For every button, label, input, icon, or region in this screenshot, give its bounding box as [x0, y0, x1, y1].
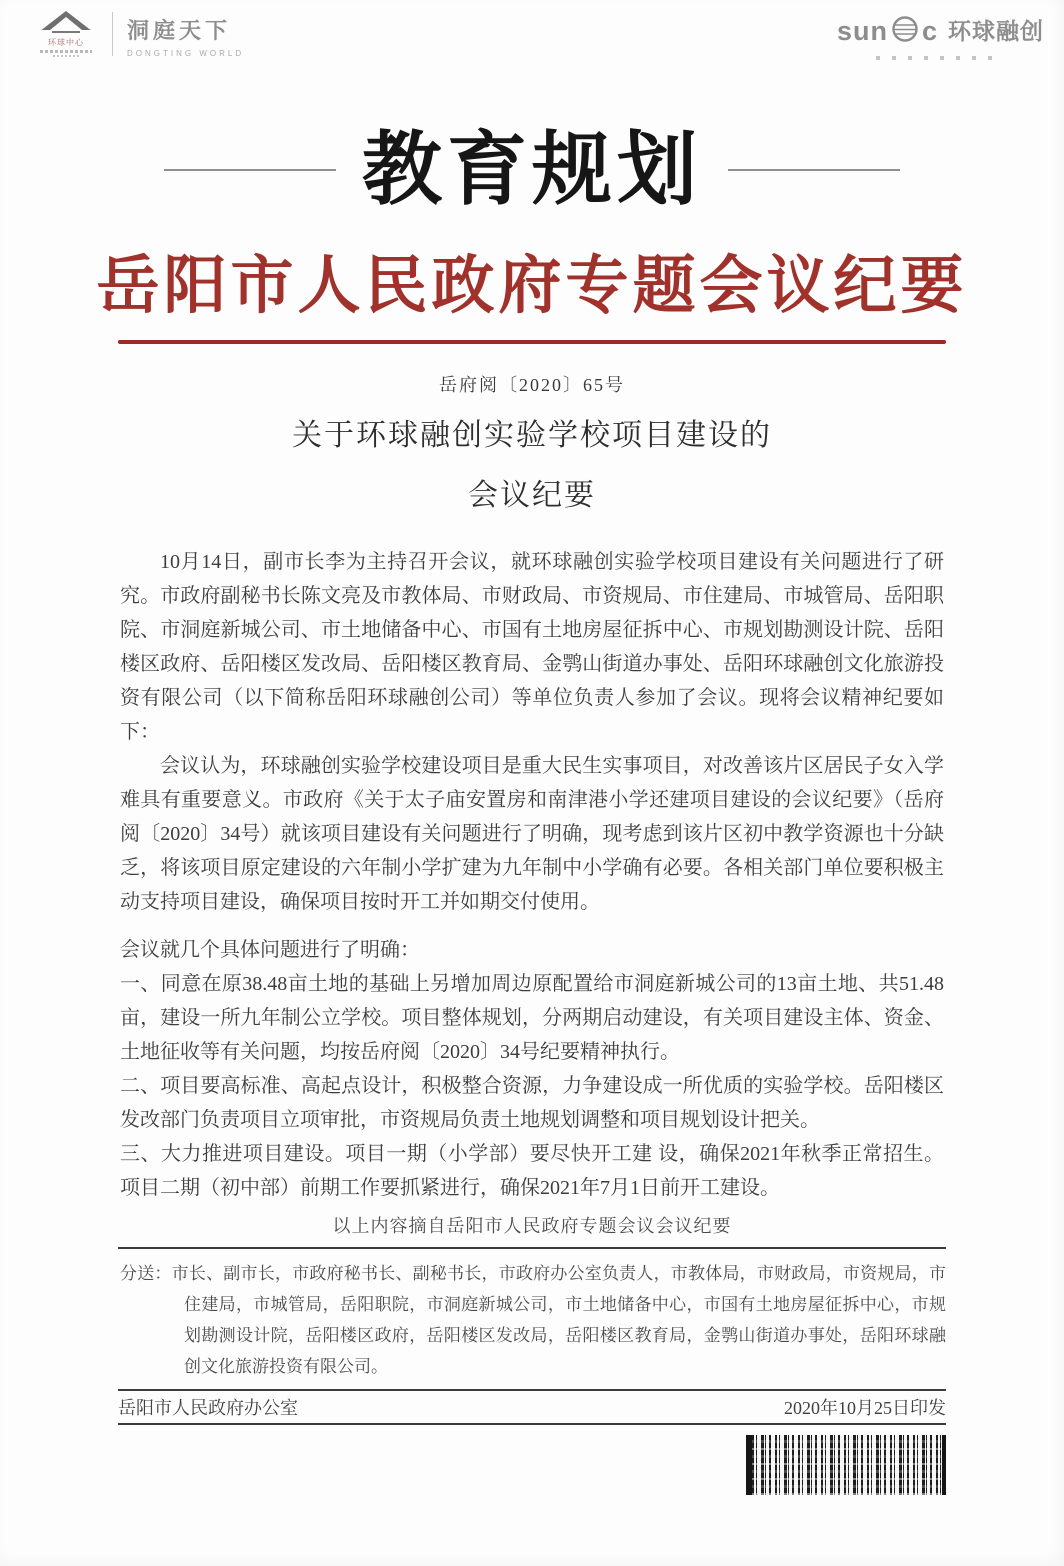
banner-dash-right	[728, 169, 900, 171]
footer	[118, 1391, 946, 1423]
sunac-logo-group	[837, 16, 1044, 60]
doc-number: 岳府阅〔2020〕65号	[439, 375, 625, 395]
doc-title-line2: 会议纪要	[468, 479, 596, 512]
header	[0, 0, 1064, 70]
body-paragraph: 会议认为，环球融创实验学校建设项目是重大民生实事项目，对改善该片区居民子女入学难具有重要意义。市政府《关于太子庙安置房和南津港小学还建项目建设的会议纪要》（岳府阅〔2020〕34号）就该项目建设有关问题进行了明确，现考虑到该片区初中教学资源也十分缺乏，将该项目原定建设的六年制小学扩建为九年制中小学确有必要。各相关部门单位要积极主动支持项目建设，确保项目按时开工并如期交付使用。	[120, 755, 944, 913]
globe-icon	[892, 16, 918, 47]
dongting-brand-en: DONGTING WORLD	[127, 49, 245, 58]
barcode-area	[118, 1435, 946, 1495]
pavilion-icon	[40, 10, 92, 36]
logo-divider	[112, 12, 113, 56]
banner	[0, 122, 1064, 218]
dongting-brand	[127, 14, 244, 58]
divider-bottom	[118, 1423, 946, 1425]
doc-title-line1: 关于环球融创实验学校项目建设的	[292, 419, 772, 452]
pavilion-logo	[34, 10, 98, 57]
document-body	[120, 545, 944, 1205]
dongting-brand-cn: 洞庭天下	[127, 18, 232, 43]
sunac-brand-cn: 环球融创	[948, 18, 1044, 44]
distribution-label: 分送：	[120, 1264, 172, 1283]
body-paragraph: 10月14日，副市长李为主持召开会议，就环球融创实验学校项目建设有关问题进行了研究。市政府副秘书长陈文亮及市教体局、市财政局、市资规局、市住建局、市城管局、岳阳职院、市洞庭新城公司、市土地储备中心、市国有土地房屋征拆中心、市规划勘测设计院、岳阳楼区政府、岳阳楼区发改局、岳阳楼区教育局、金鹗山街道办事处、岳阳环球融创文化旅游投资有限公司（以下简称岳阳环球融创公司）等单位负责人参加了会议。现将会议精神纪要如下：	[120, 551, 944, 743]
distribution	[120, 1258, 946, 1382]
meeting-item-2: 二、项目要高标准、高起点设计，积极整合资源，力争建设成一所优质的实验学校。岳阳楼区发改部门负责项目立项审批，市资规局负责土地规划调整和项目规划设计把关。	[120, 1075, 944, 1131]
sunac-wordmark-right: c	[921, 16, 938, 46]
sunac-wordmark-left: sun	[836, 16, 888, 46]
pavilion-logo-smallprint-2	[53, 55, 79, 57]
dongting-logo-group	[34, 10, 244, 58]
masthead-title: 岳阳市人民政府专题会议纪要	[96, 251, 968, 321]
divider-top	[118, 1247, 946, 1249]
meeting-item-3: 三、大力推进项目建设。项目一期（小学部）要尽快开工建 设，确保2021年秋季正常招生。项目二期（初中部）前期工作要抓紧进行，确保2021年7月1日前开工建设。	[120, 1143, 944, 1199]
section-heading: 会议就几个具体问题进行了明确：	[120, 939, 420, 961]
footer-print-date: 2020年10月25日印发	[784, 1398, 946, 1418]
sunac-tagline	[876, 56, 1004, 60]
banner-dash-left	[164, 169, 336, 171]
distribution-recipients: 市长、副市长，市政府秘书长、副秘书长，市政府办公室负责人，市教体局，市财政局，市资规局，市住建局，市城管局，岳阳职院，市洞庭新城公司，市土地储备中心，市国有土地房屋征拆中心，市规划勘测设计院，岳阳楼区政府，岳阳楼区发改局，岳阳楼区教育局，金鹗山街道办事处，岳阳环球融创文化旅游投资有限公司。	[171, 1264, 947, 1376]
banner-title: 教育规划	[362, 123, 702, 216]
masthead-rule	[118, 340, 946, 344]
pdf417-barcode-icon	[746, 1435, 946, 1495]
footer-office: 岳阳市人民政府办公室	[118, 1398, 298, 1418]
meeting-item-1: 一、同意在原38.48亩土地的基础上另增加周边原配置给市洞庭新城公司的13亩土地、共51.48亩，建设一所九年制公立学校。项目整体规划，分两期启动建设，有关项目建设主体、资金、土地征收等有关问题，均按岳府阅〔2020〕34号纪要精神执行。	[120, 973, 944, 1063]
pavilion-logo-smallprint	[40, 50, 92, 53]
sunac-wordmark	[837, 16, 1044, 47]
pavilion-logo-label: 环球中心	[48, 38, 84, 47]
source-note: 以上内容摘自岳阳市人民政府专题会议会议纪要	[332, 1216, 732, 1236]
